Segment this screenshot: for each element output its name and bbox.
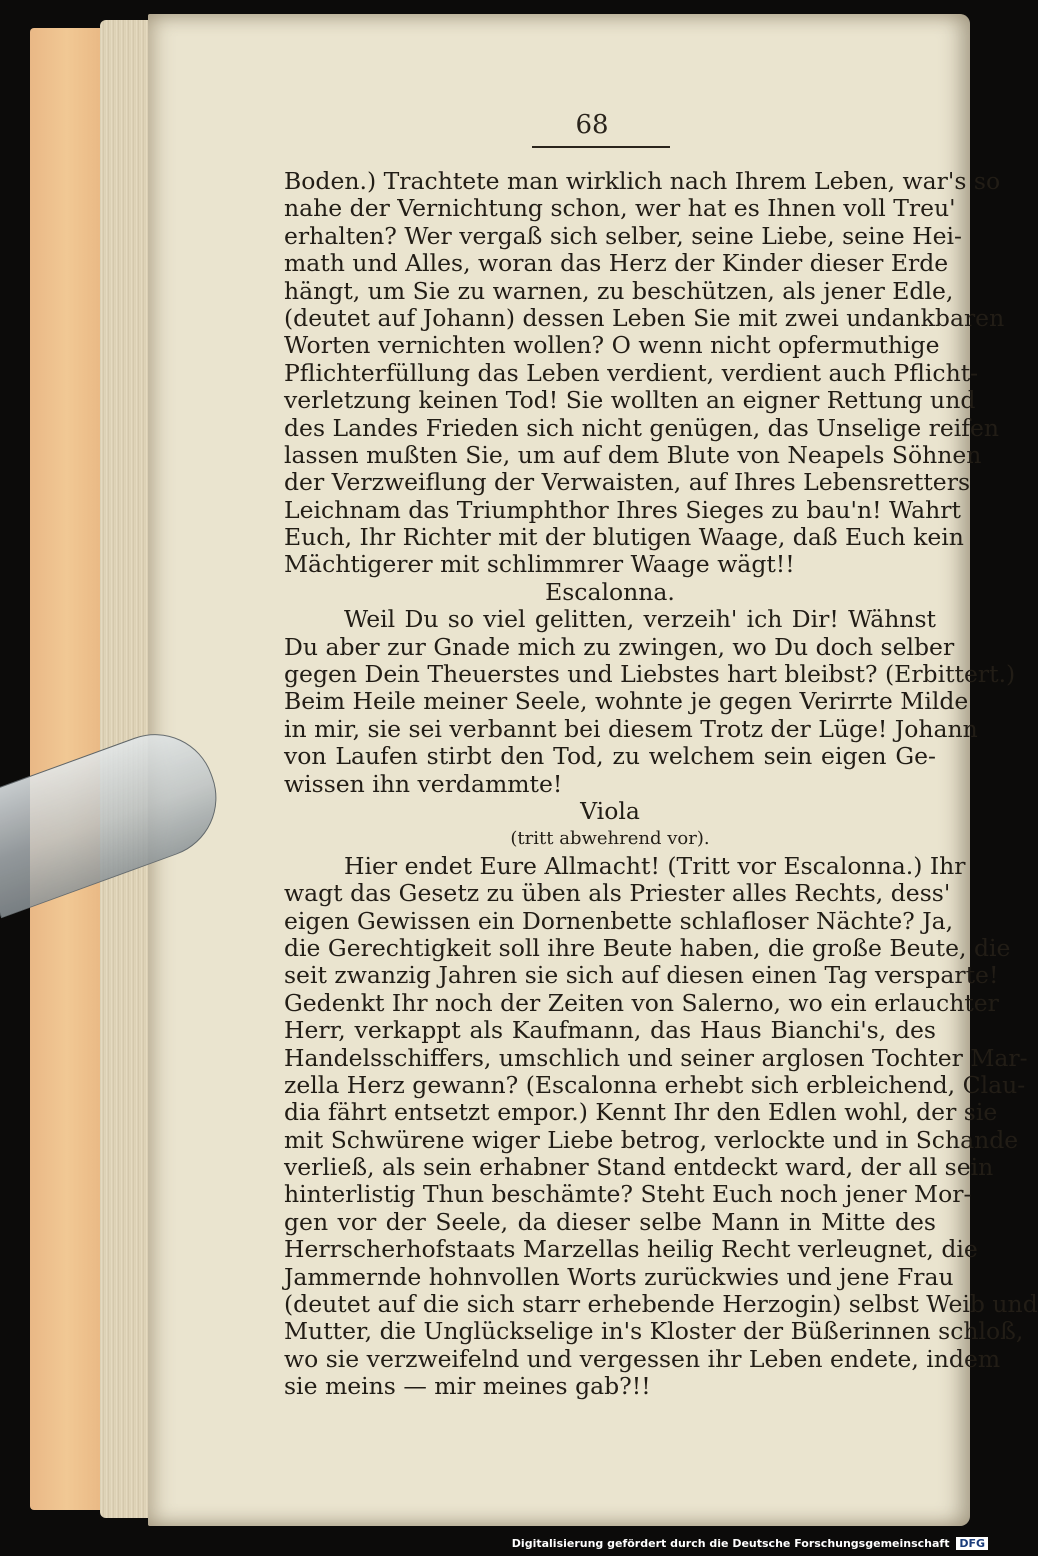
text-line: Worten vernichten wollen? O wenn nicht opfermuthige — [284, 331, 940, 360]
text-line: Pflichterfüllung das Leben verdient, verdient auch Pflicht- — [284, 358, 979, 387]
text-line: Beim Heile meiner Seele, wohnte je gegen Verirrte Milde — [284, 687, 969, 716]
digitization-credit — [512, 1537, 988, 1550]
text-line: Hier endet Eure Allmacht! (Tritt vor Escalonna.) Ihr — [344, 851, 966, 880]
text-line: lassen mußten Sie, um auf dem Blute von Neapels Söhnen — [284, 440, 982, 469]
text-line: in mir, sie sei verbannt bei diesem Trotz der Lüge! Johann — [284, 714, 978, 743]
text-line: seit zwanzig Jahren sie sich auf diesen einen Tag versparte! — [284, 961, 999, 990]
text-line: Handelsschiffers, umschlich und seiner arglosen Tochter Mar- — [284, 1043, 1028, 1072]
text-line: gegen Dein Theuerstes und Liebstes hart bleibst? (Erbittert.) — [284, 660, 1016, 689]
text-line: erhalten? Wer vergaß sich selber, seine Liebe, seine Hei- — [284, 221, 962, 250]
text-line: (deutet auf Johann) dessen Leben Sie mit zwei undankbaren — [284, 303, 1005, 332]
text-line: Gedenkt Ihr noch der Zeiten von Salerno, wo ein erlauchter — [284, 988, 999, 1017]
text-line: von Laufen stirbt den Tod, zu welchem sein eigen Ge- — [284, 742, 936, 771]
page-number-rule — [532, 146, 670, 148]
speaker-name: Escalonna. — [545, 577, 675, 606]
text-line: zella Herz gewann? (Escalonna erhebt sich erbleichend, Clau- — [284, 1070, 1026, 1099]
text-line: hinterlistig Thun beschämte? Steht Euch noch jener Mor- — [284, 1180, 972, 1209]
text-line: Euch, Ihr Richter mit der blutigen Waage, daß Euch kein — [284, 523, 964, 552]
text-line: der Verzweiflung der Verwaisten, auf Ihres Lebensretters — [284, 468, 971, 497]
text-line: verletzung keinen Tod! Sie wollten an eigner Rettung und — [284, 386, 976, 415]
text-line: Herr, verkappt als Kaufmann, das Haus Bianchi's, des — [284, 1016, 936, 1045]
text-line: wo sie verzweifelnd und vergessen ihr Leben endete, indem — [284, 1344, 1001, 1373]
text-line: des Landes Frieden sich nicht genügen, das Unselige reifen — [284, 413, 1000, 442]
text-line: mit Schwürene wiger Liebe betrog, verlockte und in Schande — [284, 1125, 1019, 1154]
text-line: Leichnam das Triumphthor Ihres Sieges zu bau'n! Wahrt — [284, 495, 961, 524]
text-line: Du aber zur Gnade mich zu zwingen, wo Du doch selber — [284, 632, 955, 661]
credit-text: Digitalisierung gefördert durch die Deutsche Forschungsgemeinschaft — [511, 1537, 950, 1550]
text-line: Jammernde hohnvollen Worts zurückwies und jene Frau — [284, 1262, 954, 1291]
page-number: 68 — [575, 110, 609, 140]
text-line: hängt, um Sie zu warnen, zu beschützen, als jener Edle, — [284, 276, 954, 305]
stage-direction: (tritt abwehrend vor). — [510, 828, 710, 850]
text-line: wissen ihn verdammte! — [284, 769, 563, 798]
text-line: Mutter, die Unglückselige in's Kloster der Büßerinnen schloß, — [284, 1317, 1024, 1346]
dfg-logo: DFG — [956, 1537, 988, 1550]
speaker-name: Viola — [580, 796, 640, 825]
text-line: verließ, als sein erhabner Stand entdeckt ward, der all sein — [284, 1153, 994, 1182]
text-line: nahe der Vernichtung schon, wer hat es Ihnen voll Treu' — [284, 194, 956, 223]
text-line: Boden.) Trachtete man wirklich nach Ihrem Leben, war's so — [284, 167, 1001, 195]
text-line: Mächtigerer mit schlimmrer Waage wägt!! — [284, 550, 795, 579]
text-line: math und Alles, woran das Herz der Kinder dieser Erde — [284, 249, 949, 278]
text-line: wagt das Gesetz zu üben als Priester alles Rechts, dess' — [284, 879, 951, 908]
text-line: Weil Du so viel gelitten, verzeih' ich Dir! Wähnst — [344, 605, 936, 634]
text-line: dia fährt entsetzt empor.) Kennt Ihr den Edlen wohl, der sie — [284, 1098, 998, 1127]
text-line: (deutet auf die sich starr erhebende Herzogin) selbst Weib und — [284, 1290, 1038, 1319]
text-line: Herrscherhofstaats Marzellas heilig Recht verleugnet, die — [284, 1235, 978, 1264]
text-line: eigen Gewissen ein Dornenbette schlafloser Nächte? Ja, — [284, 906, 954, 935]
text-line: die Gerechtigkeit soll ihre Beute haben, die große Beute, die — [284, 933, 1011, 962]
text-line: gen vor der Seele, da dieser selbe Mann in Mitte des — [284, 1207, 936, 1236]
text-line: sie meins — mir meines gab?!! — [284, 1372, 651, 1401]
body-text — [284, 167, 1038, 1401]
